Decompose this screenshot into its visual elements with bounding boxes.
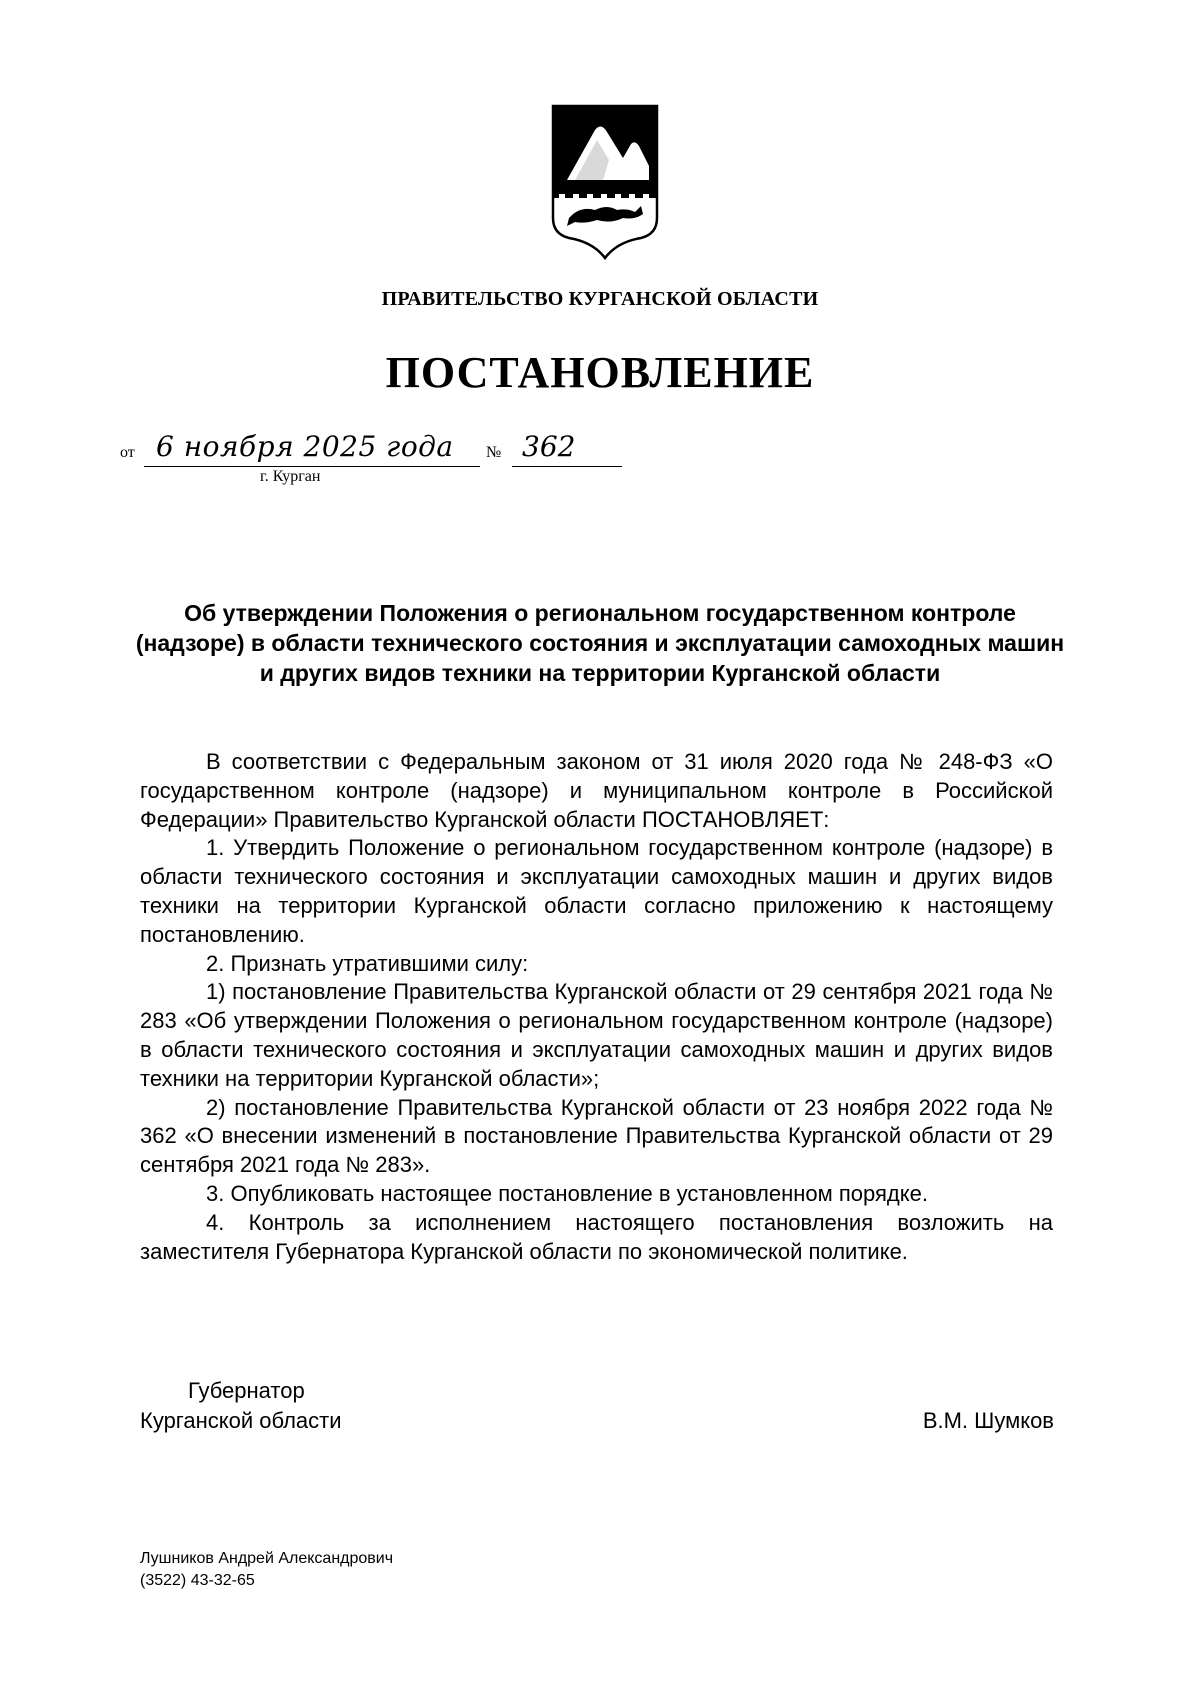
paragraph: 2. Признать утратившими силу: — [206, 950, 529, 976]
executor-block — [140, 1548, 393, 1592]
executor-phone: (3522) 43-32-65 — [140, 1572, 255, 1589]
signatory-position — [140, 1376, 342, 1436]
number-handwritten: 362 — [522, 430, 576, 463]
number-label: № — [486, 444, 502, 461]
dateline — [120, 430, 640, 490]
signatory-position-line1: Губернатор — [188, 1378, 305, 1403]
paragraph: 3. Опубликовать настоящее постановление в установленном порядке. — [206, 1180, 928, 1206]
coat-of-arms-icon — [545, 100, 665, 260]
date-underline — [144, 466, 480, 467]
paragraph: 1. Утвердить Положение о региональном государственном контроле (надзоре) в области технического состояния и эксплуатации самоходных машин и других видов техники на территории Курганской области согласно приложению к настоящему постановлению. — [140, 835, 1053, 947]
paragraph: 4. Контроль за исполнением настоящего постановления возложить на заместителя Губернатора Курганской области по экономической политике. — [140, 1209, 1053, 1264]
signatory-position-line2: Курганской области — [140, 1408, 342, 1433]
document-body — [140, 748, 1053, 1266]
organization-name: ПРАВИТЕЛЬСТВО КУРГАНСКОЙ ОБЛАСТИ — [381, 288, 819, 310]
number-underline — [512, 466, 622, 467]
date-handwritten: 6 ноября 2025 года — [156, 430, 454, 463]
paragraph: 1) постановление Правительства Курганской области от 29 сентября 2021 года № 283 «Об утверждении Положения о региональном государственном контроле (надзоре) в области технического состояния и эксплуатации самоходных машин и других видов техники на территории Курганской области»; — [140, 979, 1053, 1091]
signatory-name: В.М. Шумков — [922, 1408, 1054, 1433]
document-title: Об утверждении Положения о региональном государственном контроле (надзоре) в области технического состояния и эксплуатации самоходных машин и других видов техники на территории Курганской области — [135, 600, 1065, 686]
date-prefix: от — [120, 444, 135, 461]
paragraph: 2) постановление Правительства Курганской области от 23 ноября 2022 года № 362 «О внесении изменений в постановление Правительства Курганской области от 29 сентября 2021 года № 283». — [140, 1094, 1053, 1178]
document-type: ПОСТАНОВЛЕНИЕ — [385, 348, 815, 397]
paragraph: В соответствии с Федеральным законом от 31 июля 2020 года № 248-ФЗ «О государственном контроле (надзоре) и муниципальном контроле в Российской Федерации» Правительство Курганской области ПОСТАНОВЛЯЕТ: — [140, 749, 1053, 832]
city: г. Курган — [260, 468, 321, 485]
executor-name: Лушников Андрей Александрович — [140, 1550, 394, 1567]
